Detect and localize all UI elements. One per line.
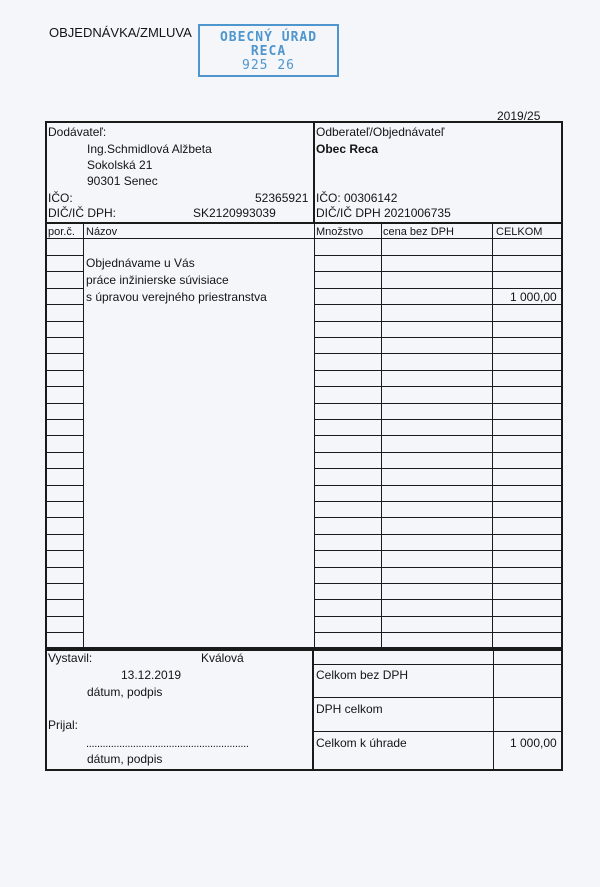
supplier-dic-label: DIČ/IČ DPH:	[48, 206, 117, 220]
office-stamp	[198, 24, 339, 77]
row-line-number-col	[46, 337, 83, 338]
supplier-ico-label: IČO:	[48, 191, 73, 205]
row-line-value-cols	[315, 468, 562, 469]
row-line-value-cols	[315, 435, 562, 436]
total-due-label: Celkom k úhrade	[316, 736, 407, 750]
row-line-number-col	[46, 321, 83, 322]
item-description-line-3: s úpravou verejného priestranstva	[86, 290, 267, 304]
date-sign-label-1: dátum, podpis	[87, 685, 163, 699]
row-line-number-col	[46, 304, 83, 305]
row-line-number-col	[46, 485, 83, 486]
issued-by: Kválová	[201, 651, 244, 665]
row-line-number-col	[46, 550, 83, 551]
table-header-bottom	[46, 238, 562, 239]
row-line-number-col	[46, 599, 83, 600]
row-line-value-cols	[315, 485, 562, 486]
party-bottom-border	[46, 222, 562, 224]
row-line-number-col	[46, 583, 83, 584]
supplier-heading: Dodávateľ:	[48, 125, 107, 139]
row-line-value-cols	[315, 616, 562, 617]
row-line-value-cols	[315, 550, 562, 551]
row-line-value-cols	[315, 353, 562, 354]
row-line-value-cols	[315, 304, 562, 305]
col-divider-2	[314, 223, 315, 649]
row-line-value-cols	[315, 599, 562, 600]
supplier-ico-value: 52365921	[255, 191, 309, 205]
row-line-number-col	[46, 501, 83, 502]
row-line-number-col	[46, 271, 83, 272]
total-due-value: 1 000,00	[510, 736, 557, 750]
row-line-number-col	[46, 435, 83, 436]
col-divider-4	[492, 223, 493, 649]
footer-left-frame	[45, 647, 314, 771]
row-line-value-cols	[315, 452, 562, 453]
customer-heading: Odberateľ/Objednávateľ	[316, 125, 445, 139]
row-line-number-col	[46, 403, 83, 404]
vat-total-label: DPH celkom	[316, 702, 383, 716]
row-line-value-cols	[315, 321, 562, 322]
supplier-name: Ing.Schmidlová Alžbeta	[87, 142, 212, 156]
footer-right-line-2	[313, 697, 562, 698]
row-line-value-cols	[315, 337, 562, 338]
col-divider-3	[381, 223, 382, 649]
footer-right-line-1	[313, 664, 562, 665]
row-line-number-col	[46, 534, 83, 535]
issued-date: 13.12.2019	[121, 668, 182, 682]
col-header-total: CELKOM	[496, 226, 543, 238]
row-line-value-cols	[315, 288, 562, 289]
col-header-quantity: Množstvo	[316, 226, 364, 238]
row-line-value-cols	[315, 403, 562, 404]
col-header-price: cena bez DPH	[383, 226, 454, 238]
issued-label: Vystavil:	[48, 651, 93, 665]
row-line-number-col	[46, 419, 83, 420]
row-line-number-col	[46, 517, 83, 518]
item-total: 1 000,00	[510, 290, 557, 304]
row-line-value-cols	[315, 255, 562, 256]
row-line-value-cols	[315, 632, 562, 633]
row-line-number-col	[46, 452, 83, 453]
party-divider	[313, 122, 315, 224]
row-line-number-col	[46, 353, 83, 354]
row-line-number-col	[46, 386, 83, 387]
footer-right-divider	[493, 648, 494, 769]
customer-ico: IČO: 00306142	[316, 191, 398, 205]
stamp-line-1: OBECNÝ ÚRAD	[219, 30, 318, 45]
row-line-number-col	[46, 468, 83, 469]
supplier-dic-value: SK2120993039	[193, 206, 276, 220]
total-without-vat-label: Celkom bez DPH	[316, 668, 409, 682]
row-line-value-cols	[315, 567, 562, 568]
row-line-value-cols	[315, 517, 562, 518]
col-divider-1	[83, 223, 84, 649]
date-sign-label-2: dátum, podpis	[87, 752, 163, 766]
row-line-number-col	[46, 567, 83, 568]
row-line-value-cols	[315, 501, 562, 502]
item-description-line-2: práce inžinierske súvisiace	[86, 273, 229, 287]
row-line-value-cols	[315, 583, 562, 584]
col-header-name: Názov	[86, 226, 118, 238]
row-line-number-col	[46, 288, 83, 289]
col-header-number: por.č.	[48, 226, 75, 238]
document-type: OBJEDNÁVKA/ZMLUVA	[49, 25, 192, 40]
received-label: Prijal:	[48, 718, 79, 732]
supplier-street: Sokolská 21	[87, 158, 153, 172]
footer-right-line-3	[313, 731, 562, 732]
row-line-value-cols	[315, 419, 562, 420]
customer-name: Obec Reca	[316, 142, 379, 156]
row-line-value-cols	[315, 534, 562, 535]
row-line-number-col	[46, 616, 83, 617]
row-line-number-col	[46, 255, 83, 256]
customer-dic: DIČ/IČ DPH 2021006735	[316, 206, 451, 220]
signature-dots: ...........................................................	[86, 738, 249, 750]
row-line-number-col	[46, 632, 83, 633]
row-line-number-col	[46, 370, 83, 371]
supplier-city: 90301 Senec	[87, 174, 158, 188]
document-number: 2019/25	[497, 109, 541, 123]
row-line-value-cols	[315, 386, 562, 387]
row-line-value-cols	[315, 271, 562, 272]
item-description-line-1: Objednávame u Vás	[86, 256, 195, 270]
row-line-value-cols	[315, 370, 562, 371]
stamp-line-3: 925 26	[242, 58, 295, 73]
stamp-line-2: RECA	[250, 44, 287, 59]
